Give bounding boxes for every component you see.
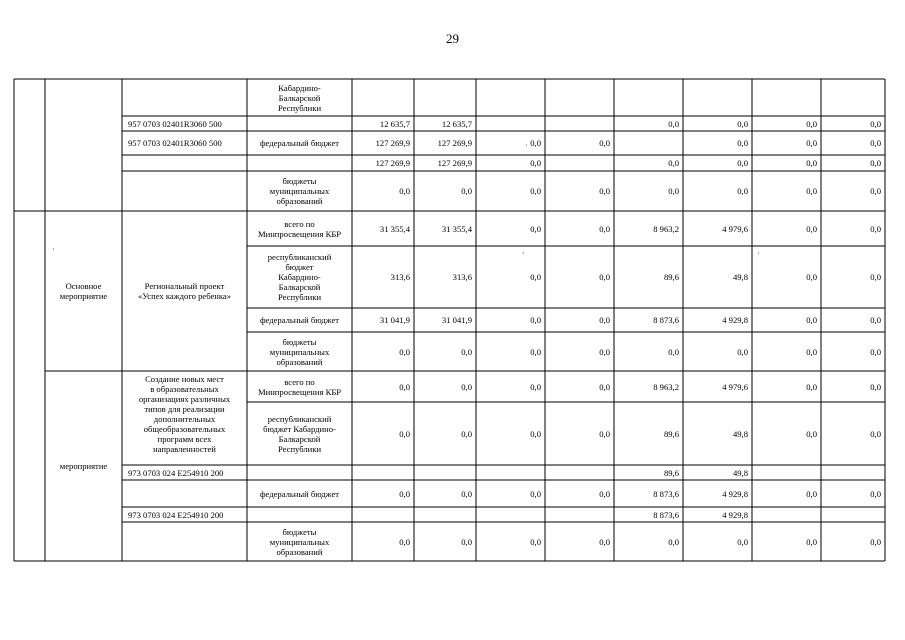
value-cell: 0,0 [668,186,679,196]
value-cell: 127 269,9 [375,138,410,148]
value-cell: 0,0 [870,186,881,196]
value-cell: 0,0 [668,346,679,357]
value-cell [477,466,541,479]
value-cell: 0,0 [870,488,881,499]
value-cell: 49,8 [732,467,748,478]
value-cell: 0,0 [599,186,610,196]
value-cell: 0,0 [806,158,817,168]
value-cell: 0,0 [599,346,610,357]
value-cell: 127 269,9 [375,158,410,168]
source-cell [248,117,351,130]
value-cell: 0,0 [530,381,541,392]
value-cell: 8 873,6 [653,315,679,325]
value-cell: 0,0 [399,346,410,357]
source-cell: республиканский бюджет Кабардино- Балкарской Республики [263,413,336,454]
value-cell: 0,0 [530,428,541,439]
value-cell: 0,0 [870,223,881,234]
value-cell: 4 929,8 [722,488,748,499]
value-cell: 8 963,2 [653,381,679,392]
value-cell: 0,0 [599,488,610,499]
value-cell: 12 635,7 [379,118,410,129]
value-cell: 0,0 [530,488,541,499]
page-number: 29 [446,31,459,46]
value-cell: 0,0 [599,536,610,547]
value-cell: 0,0 [399,186,410,196]
value-cell: 89,6 [663,467,679,478]
value-cell: 0,0 [668,536,679,547]
value-cell: 0,0 [399,536,410,547]
value-cell: 0,0 [599,223,610,234]
source-cell: федеральный бюджет [259,488,340,499]
value-cell: 0,0 [399,488,410,499]
source-cell [248,156,351,170]
value-cell: 313,6 [390,272,410,282]
value-cell: 0,0 [870,158,881,168]
value-cell: 0,0 [870,272,881,282]
event-name-cell: Региональный проект «Успех каждого ребенка» [137,281,232,301]
value-cell: 0,0 [461,428,472,439]
budget-code-cell: 973 0703 024 E254910 200 [128,467,224,478]
event-status-cell: Основное мероприятие [59,281,108,301]
value-cell: 0,0 [806,315,817,325]
value-cell: 127 269,9 [437,138,472,148]
scan-speck: · [522,249,525,258]
value-cell: 0,0 [806,223,817,234]
value-cell: 0,0 [870,346,881,357]
value-cell: 0,0 [737,536,748,547]
value-cell: 0,0 [599,428,610,439]
value-cell: 0,0 [806,138,817,148]
value-cell: 8 963,2 [653,223,679,234]
value-cell: 0,0 [461,536,472,547]
value-cell: 0,0 [668,158,679,168]
source-cell: федеральный бюджет [259,138,340,148]
value-cell: 0,0 [461,346,472,357]
value-cell: 0,0 [806,272,817,282]
value-cell: 0,0 [530,186,541,196]
value-cell: 4 979,6 [722,223,748,234]
value-cell: 0,0 [530,272,541,282]
value-cell [615,132,679,154]
value-cell: 31 041,9 [441,315,472,325]
value-cell [753,508,817,521]
value-cell: 31 355,4 [441,223,472,234]
value-cell: 0,0 [599,381,610,392]
budget-code-cell: 957 0703 02401R3060 500 [128,138,222,148]
value-cell: 0,0 [530,315,541,325]
value-cell: 0,0 [668,118,679,129]
value-cell: 0,0 [530,346,541,357]
value-cell: 0,0 [530,223,541,234]
value-cell: 0,0 [870,428,881,439]
value-cell: 0,0 [737,158,748,168]
value-cell: 0,0 [599,138,610,148]
value-cell: 49,8 [732,428,748,439]
value-cell: 0,0 [870,381,881,392]
value-cell [546,156,610,170]
event-status-cell: мероприятие [59,461,108,471]
value-cell: 0,0 [399,428,410,439]
value-cell [353,466,410,479]
budget-code-cell: 973 0703 024 E254910 200 [128,509,224,520]
value-cell: 8 873,6 [653,488,679,499]
value-cell: 0,0 [870,118,881,129]
value-cell: 0,0 [461,488,472,499]
value-cell: 0,0 [530,158,541,168]
value-cell: 49,8 [732,272,748,282]
value-cell [477,508,541,521]
source-cell: бюджеты муниципальных образований [269,176,330,206]
value-cell: 127 269,9 [437,158,472,168]
source-cell: федеральный бюджет [259,315,340,325]
value-cell [353,508,410,521]
value-cell: 0,0 [806,346,817,357]
value-cell [822,508,881,521]
value-cell: 0,0 [806,118,817,129]
value-cell: 0,0 [530,536,541,547]
budget-code-cell: 957 0703 02401R3060 500 [128,118,222,129]
event-name-cell: Создание новых мест в образовательных организациях различных типов для реализации дополнительных общеобразовательных программ всех направленностей [138,374,231,454]
value-cell: 0,0 [599,315,610,325]
source-cell: Кабардино- Балкарской Республики [277,83,322,113]
value-cell: 0,0 [806,488,817,499]
value-cell [415,466,472,479]
source-cell: бюджеты муниципальных образований [269,526,330,557]
value-cell: 0,0 [870,138,881,148]
source-cell: бюджеты муниципальных образований [269,336,330,367]
value-cell [546,466,610,479]
scan-speck: · [52,245,55,254]
value-cell: 4 929,8 [722,509,748,520]
value-cell: 0,0 [737,118,748,129]
value-cell [477,117,541,130]
value-cell [546,508,610,521]
source-cell: всего по Минпросвещения КБР [257,376,342,397]
value-cell: 4 979,6 [722,381,748,392]
value-cell: 31 355,4 [379,223,410,234]
value-cell: 4 929,8 [722,315,748,325]
value-cell: 89,6 [663,428,679,439]
scan-speck: · [757,249,760,258]
value-cell: 0,0 [870,315,881,325]
value-cell: 89,6 [663,272,679,282]
value-cell: 313,6 [452,272,472,282]
value-cell: 0,0 [737,186,748,196]
value-cell: 0,0 [461,381,472,392]
value-cell [546,117,610,130]
source-cell: всего по Минпросвещения КБР [257,218,342,239]
value-cell [415,508,472,521]
value-cell: 0,0 [806,381,817,392]
value-cell: 0,0 [806,428,817,439]
value-cell [753,466,817,479]
value-cell: 0,0 [530,138,541,148]
value-cell: 8 873,6 [653,509,679,520]
value-cell: 31 041,9 [379,315,410,325]
value-cell [822,466,881,479]
source-cell: республиканский бюджет Кабардино- Балкарской Республики [267,252,332,302]
value-cell: 0,0 [806,186,817,196]
value-cell: 0,0 [399,381,410,392]
value-cell: 0,0 [870,536,881,547]
value-cell: 0,0 [461,186,472,196]
value-cell: 0,0 [806,536,817,547]
value-cell: 12 635,7 [441,118,472,129]
scan-speck: · [525,141,528,150]
value-cell: 0,0 [599,272,610,282]
value-cell: 0,0 [737,138,748,148]
budget-code-cell [128,156,246,170]
value-cell: 0,0 [737,346,748,357]
